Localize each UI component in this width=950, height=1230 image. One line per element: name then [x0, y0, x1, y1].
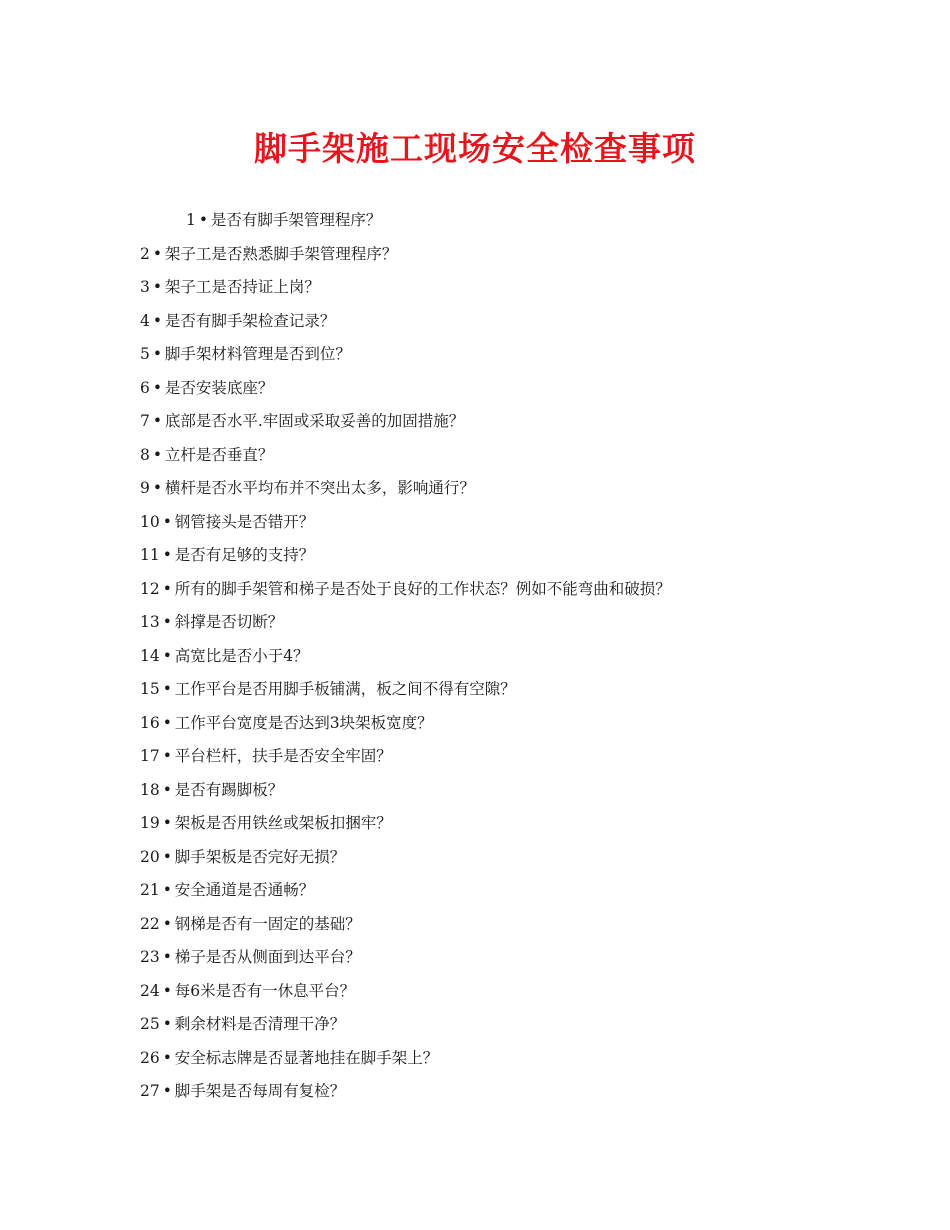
item-number: 8 [140, 445, 150, 464]
item-text: 架子工是否持证上岗？ [164, 278, 320, 296]
item-text: 每6米是否有一休息平台？ [174, 981, 356, 1000]
item-text: 高宽比是否小于4？ [174, 646, 309, 665]
bullet-mark: • [162, 948, 172, 966]
item-text: 架板是否用铁丝或架板扣捆牢？ [174, 814, 392, 832]
checklist-item [140, 338, 920, 372]
checklist-item [140, 573, 920, 607]
item-number: 12 [140, 579, 160, 598]
document-title: 脚手架施工现场安全检查事项 [254, 129, 696, 168]
item-number: 13 [140, 613, 160, 631]
bullet-mark: • [152, 345, 163, 363]
checklist-item [140, 204, 920, 238]
bullet-mark: • [162, 981, 172, 1000]
bullet-mark: • [198, 211, 209, 229]
item-number: 23 [140, 948, 160, 966]
bullet-mark: • [162, 914, 172, 933]
item-number: 19 [140, 814, 160, 832]
item-text: 底部是否水平.牢固或采取妥善的加固措施？ [164, 412, 465, 430]
item-text: 工作平台是否用脚手板铺满，板之间不得有空隙？ [174, 680, 516, 698]
checklist-item [140, 908, 920, 942]
item-number: 26 [140, 1048, 160, 1067]
checklist-item [140, 941, 920, 975]
item-number: 24 [140, 981, 160, 1000]
bullet-mark: • [162, 780, 172, 799]
item-number: 16 [140, 713, 160, 732]
item-number: 21 [140, 881, 160, 899]
checklist-item [140, 271, 920, 305]
checklist-item [140, 975, 920, 1009]
bullet-mark: • [162, 546, 172, 564]
checklist-item [140, 1008, 920, 1042]
bullet-mark: • [152, 445, 163, 464]
checklist-item [140, 640, 920, 674]
item-text: 剩余材料是否清理干净？ [174, 1015, 346, 1033]
bullet-mark: • [162, 881, 172, 899]
bullet-mark: • [162, 613, 172, 631]
checklist [140, 204, 920, 1109]
item-number: 5 [140, 345, 150, 363]
item-text: 立杆是否垂直？ [164, 445, 274, 464]
checklist-item [140, 1075, 920, 1109]
item-number: 4 [140, 311, 150, 330]
item-number: 17 [140, 747, 160, 765]
checklist-item [140, 707, 920, 741]
bullet-mark: • [162, 747, 172, 765]
item-text: 架子工是否熟悉脚手架管理程序？ [164, 244, 398, 263]
checklist-item [140, 1042, 920, 1076]
item-text: 安全通道是否通畅？ [174, 881, 315, 899]
item-number: 15 [140, 680, 160, 698]
checklist-item [140, 874, 920, 908]
item-number: 1 [186, 211, 196, 229]
checklist-item [140, 472, 920, 506]
bullet-mark: • [162, 713, 172, 732]
checklist-item [140, 405, 920, 439]
item-text: 钢梯是否有一固定的基础？ [174, 914, 361, 933]
checklist-item [140, 506, 920, 540]
item-text: 所有的脚手架管和梯子是否处于良好的工作状态？例如不能弯曲和破损？ [174, 579, 671, 598]
item-number: 6 [140, 378, 150, 397]
item-text: 梯子是否从侧面到达平台？ [174, 948, 361, 966]
checklist-item [140, 807, 920, 841]
item-text: 工作平台宽度是否达到3块架板宽度？ [174, 713, 433, 732]
bullet-mark: • [152, 244, 163, 263]
checklist-item [140, 372, 920, 406]
item-number: 25 [140, 1015, 160, 1033]
item-text: 钢管接头是否错开？ [174, 512, 315, 531]
item-text: 横杆是否水平均布并不突出太多，影响通行？ [164, 479, 475, 497]
item-text: 是否有脚手架检查记录？ [164, 311, 336, 330]
bullet-mark: • [162, 579, 172, 598]
checklist-item [140, 606, 920, 640]
item-number: 11 [140, 546, 160, 564]
item-text: 是否有踢脚板？ [174, 780, 284, 799]
bullet-mark: • [152, 278, 163, 296]
item-number: 10 [140, 512, 160, 531]
bullet-mark: • [162, 680, 172, 698]
checklist-item [140, 740, 920, 774]
bullet-mark: • [162, 847, 172, 866]
checklist-item [140, 774, 920, 808]
item-number: 7 [140, 412, 150, 430]
bullet-mark: • [152, 311, 163, 330]
item-text: 脚手架是否每周有复检？ [174, 1082, 346, 1100]
item-number: 9 [140, 479, 150, 497]
item-text: 是否安装底座？ [164, 378, 274, 397]
checklist-item [140, 305, 920, 339]
item-number: 18 [140, 780, 160, 799]
bullet-mark: • [162, 1082, 172, 1100]
item-number: 20 [140, 847, 160, 866]
bullet-mark: • [162, 1048, 172, 1067]
item-text: 平台栏杆，扶手是否安全牢固？ [174, 747, 392, 765]
bullet-mark: • [152, 378, 163, 397]
item-text: 脚手架板是否完好无损？ [174, 847, 346, 866]
bullet-mark: • [152, 479, 163, 497]
item-text: 是否有足够的支持？ [174, 546, 315, 564]
checklist-item [140, 238, 920, 272]
item-number: 3 [140, 278, 150, 296]
checklist-item [140, 539, 920, 573]
bullet-mark: • [162, 1015, 172, 1033]
bullet-mark: • [162, 646, 172, 665]
item-number: 22 [140, 914, 160, 933]
bullet-mark: • [162, 512, 172, 531]
item-number: 14 [140, 646, 160, 665]
item-text: 斜撑是否切断？ [174, 613, 284, 631]
checklist-item [140, 841, 920, 875]
item-number: 2 [140, 244, 150, 263]
bullet-mark: • [152, 412, 163, 430]
item-text: 是否有脚手架管理程序？ [210, 211, 382, 229]
checklist-item [140, 673, 920, 707]
item-text: 脚手架材料管理是否到位？ [164, 345, 351, 363]
item-text: 安全标志牌是否显著地挂在脚手架上？ [174, 1048, 439, 1067]
checklist-item [140, 439, 920, 473]
bullet-mark: • [162, 814, 172, 832]
item-number: 27 [140, 1082, 160, 1100]
